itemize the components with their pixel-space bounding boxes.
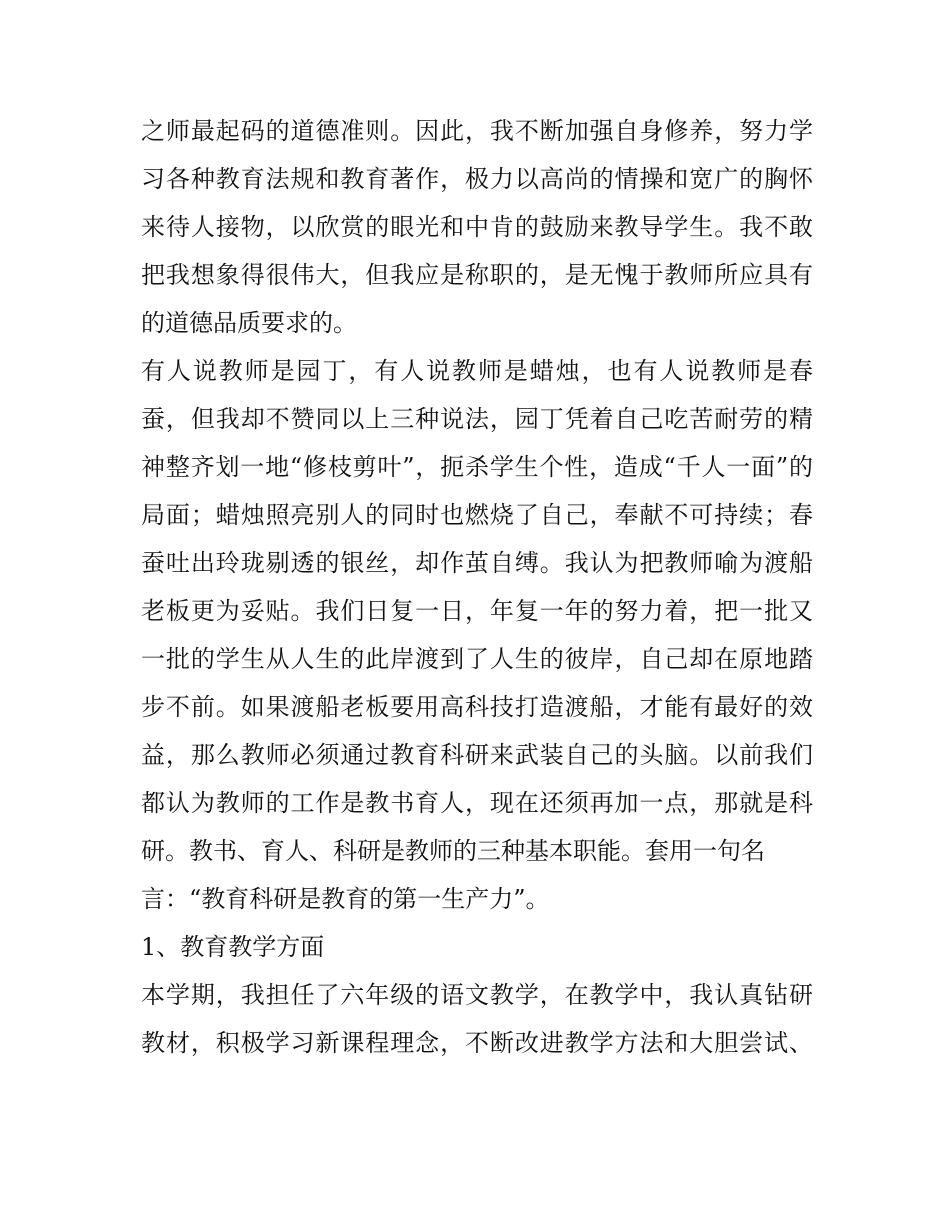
text-line: 一批的学生从人生的此岸渡到了人生的彼岸，自己却在原地踏 xyxy=(141,645,813,673)
text-line: 都认为教师的工作是教书育人，现在还须再加一点，那就是科 xyxy=(141,789,813,817)
text-line: 来待人接物，以欣赏的眼光和中肯的鼓励来教导学生。我不敢 xyxy=(141,213,813,241)
text-line: 言：“教育科研是教育的第一生产力”。 xyxy=(141,885,550,913)
text-line: 把我想象得很伟大，但我应是称职的，是无愧于教师所应具有 xyxy=(141,261,813,289)
text-line: 研。教书、育人、科研是教师的三种基本职能。套用一句名 xyxy=(141,837,765,865)
text-line: 习各种教育法规和教育著作，极力以高尚的情操和宽广的胸怀 xyxy=(141,165,813,193)
text-line: 神整齐划一地“修枝剪叶”，扼杀学生个性，造成“千人一面”的 xyxy=(141,453,813,481)
text-line: 蚕，但我却不赞同以上三种说法，园丁凭着自己吃苦耐劳的精 xyxy=(141,405,813,433)
text-line: 教材，积极学习新课程理念，不断改进教学方法和大胆尝试、 xyxy=(141,1029,813,1057)
text-line: 局面；蜡烛照亮别人的同时也燃烧了自己，奉献不可持续；春 xyxy=(141,501,813,529)
text-line: 本学期，我担任了六年级的语文教学，在教学中，我认真钻研 xyxy=(141,981,813,1009)
text-line: 步不前。如果渡船老板要用高科技打造渡船，才能有最好的效 xyxy=(141,693,813,721)
text-line: 的道德品质要求的。 xyxy=(141,309,357,337)
text-line: 益，那么教师必须通过教育科研来武装自己的头脑。以前我们 xyxy=(141,741,813,769)
text-line: 老板更为妥贴。我们日复一日，年复一年的努力着，把一批又 xyxy=(141,597,813,625)
text-line: 1、教育教学方面 xyxy=(141,933,325,961)
text-line: 蚕吐出玲珑剔透的银丝，却作茧自缚。我认为把教师喻为渡船 xyxy=(141,549,813,577)
text-line: 有人说教师是园丁，有人说教师是蜡烛，也有人说教师是春 xyxy=(141,357,813,385)
text-line: 之师最起码的道德准则。因此，我不断加强自身修养，努力学 xyxy=(141,117,813,145)
document-body xyxy=(141,107,813,1067)
